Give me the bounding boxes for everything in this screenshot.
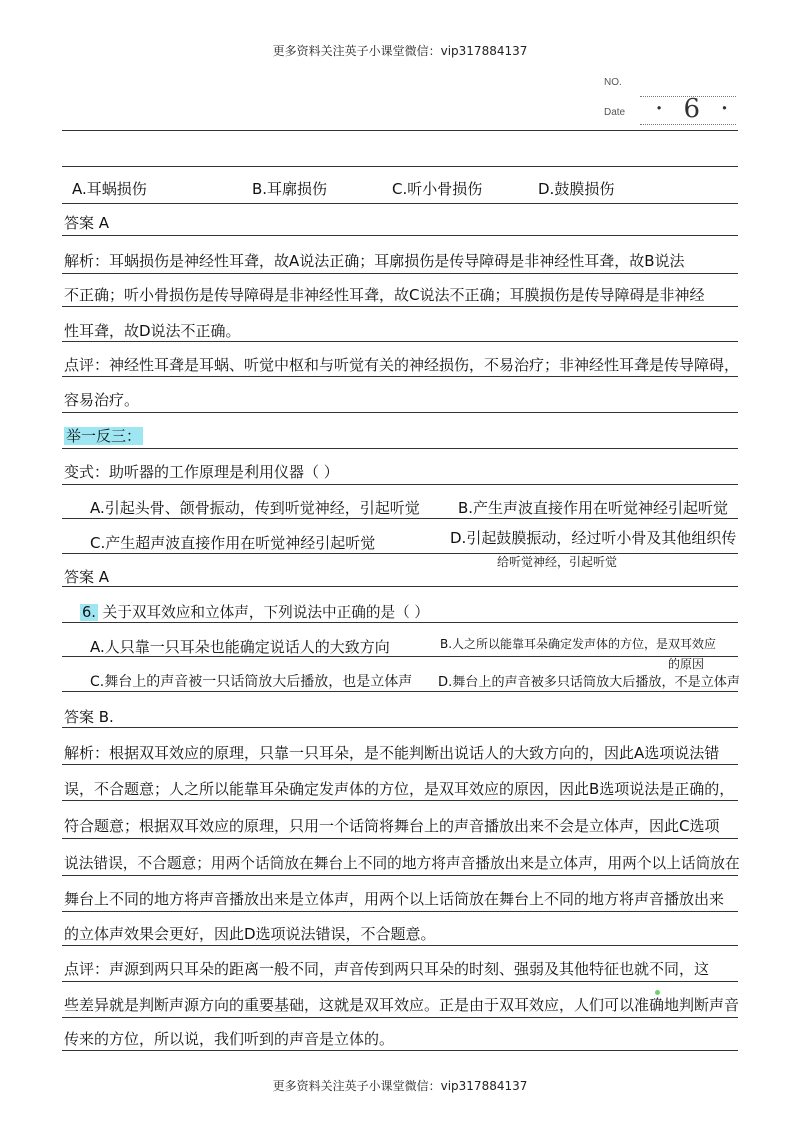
q5-analysis-line: 不正确；听小骨损伤是传导障碍是非神经性耳聋，故C说法不正确；耳膜损伤是传导障碍是非神经 [64,286,705,304]
q6-stem: 关于双耳效应和立体声，下列说法中正确的是（ ） [102,604,430,621]
ruled-line [62,838,738,839]
extension-option-c: C.产生超声波直接作用在听觉神经引起听觉 [90,534,376,552]
extension-option-a: A.引起头骨、颌骨振动，传到听觉神经，引起听觉 [90,499,420,517]
ruled-line [62,166,738,167]
notebook-no-label: NO. [604,77,622,88]
page-footer-text: 更多资料关注英子小课堂微信：vip317884137 [272,1079,528,1093]
q6-option-b: B.人之所以能靠耳朵确定发声体的方位，是双耳效应 [440,637,717,651]
q6-option-a: A.人只靠一只耳朵也能确定说话人的大致方向 [90,638,390,656]
q5-option-d: D.鼓膜损伤 [538,180,615,198]
q5-analysis-line: 性耳聋，故D说法不正确。 [64,322,241,340]
ruled-line [62,273,738,274]
ruled-line [62,341,738,342]
page-header-text: 更多资料关注英子小课堂微信：vip317884137 [272,44,528,58]
green-mark [655,990,660,995]
q6-option-b-cont: 的原因 [668,657,705,671]
ruled-line [62,727,738,728]
extension-option-d: D.引起鼓膜振动，经过听小骨及其他组织传 [450,529,737,547]
q6-analysis-line: 说法错误，不合题意；用两个话筒放在舞台上不同的地方将声音播放出来是立体声，用两个以上话筒放在 [64,855,740,872]
q5-option-b: B.耳廓损伤 [252,180,328,198]
date-dotted-line [640,124,736,125]
q6-analysis-line: 符合题意；根据双耳效应的原理，只用一个话筒将舞台上的声音播放出来不会是立体声，因此C选项 [64,817,720,835]
ruled-line [62,203,738,204]
q6-analysis-line: 舞台上不同的地方将声音播放出来是立体声，用两个以上话筒放在舞台上不同的地方将声音播放出来 [64,890,725,908]
ruled-line [62,875,738,876]
ruled-line [62,1017,738,1018]
q5-option-a: A.耳蜗损伤 [72,180,147,198]
ruled-line [62,235,738,236]
q6-option-d: D.舞台上的声音被多只话筒放大后播放，不是立体声 [438,675,740,690]
ruled-line [62,412,738,413]
ruled-line [62,911,738,912]
ruled-line [62,1050,738,1051]
extension-title: 举一反三： [66,427,142,445]
notebook-date-value: · 6 · [655,94,735,124]
q6-stem-row [80,601,756,622]
q6-analysis-line: 误，不合题意；人之所以能靠耳朵确定发声体的方位，是双耳效应的原因，因此B选项说法是正确的， [64,780,735,798]
q6-comment-line: 传来的方位，所以说，我们听到的声音是立体的。 [64,1030,395,1048]
extension-option-b: B.产生声波直接作用在听觉神经引起听觉 [458,499,729,517]
ruled-line [62,553,738,554]
q6-comment-line: 点评：声源到两只耳朵的距离一般不同，声音传到两只耳朵的时刻、强弱及其他特征也就不同，这 [64,960,710,978]
ruled-line [62,691,738,692]
ruled-line [62,622,738,623]
q6-comment-line: 些差异就是判断声源方向的重要基础，这就是双耳效应。正是由于双耳效应，人们可以准确地判断声音 [64,996,740,1014]
q5-analysis-line: 解析：耳蜗损伤是神经性耳聋，故A说法正确；耳廓损伤是传导障碍是非神经性耳聋，故B说法 [64,252,685,270]
notebook-date-label: Date [604,107,626,118]
q6-analysis-line: 的立体声效果会更好，因此D选项说法错误，不合题意。 [64,925,436,943]
ruled-line [62,945,738,946]
ruled-line [62,764,738,765]
extension-option-d-cont: 给听觉神经，引起听觉 [497,555,618,569]
ruled-line [62,448,738,449]
q6-analysis-line: 解析：根据双耳效应的原理，只靠一只耳朵，是不能判断出说话人的大致方向的，因此A选项说法错 [64,744,720,762]
q5-comment-line: 点评：神经性耳聋是耳蜗、听觉中枢和与听觉有关的神经损伤，不易治疗；非神经性耳聋是传导障碍， [64,356,740,374]
ruled-line [62,518,738,519]
q5-answer: 答案 A [64,214,110,232]
q6-number: 6. [82,604,96,621]
extension-answer: 答案 A [64,568,110,586]
q6-option-c: C.舞台上的声音被一只话筒放大后播放，也是立体声 [90,674,413,690]
ruled-line [62,376,738,377]
ruled-line [62,306,738,307]
ruled-line [62,800,738,801]
extension-title-row [64,425,740,446]
q5-comment-line: 容易治疗。 [64,391,140,409]
ruled-line [62,981,738,982]
extension-question: 变式：助听器的工作原理是利用仪器（ ） [64,463,339,481]
q6-answer: 答案 B. [64,708,114,726]
ruled-line [62,130,738,131]
q5-option-c: C.听小骨损伤 [392,180,483,198]
ruled-line [62,484,738,485]
